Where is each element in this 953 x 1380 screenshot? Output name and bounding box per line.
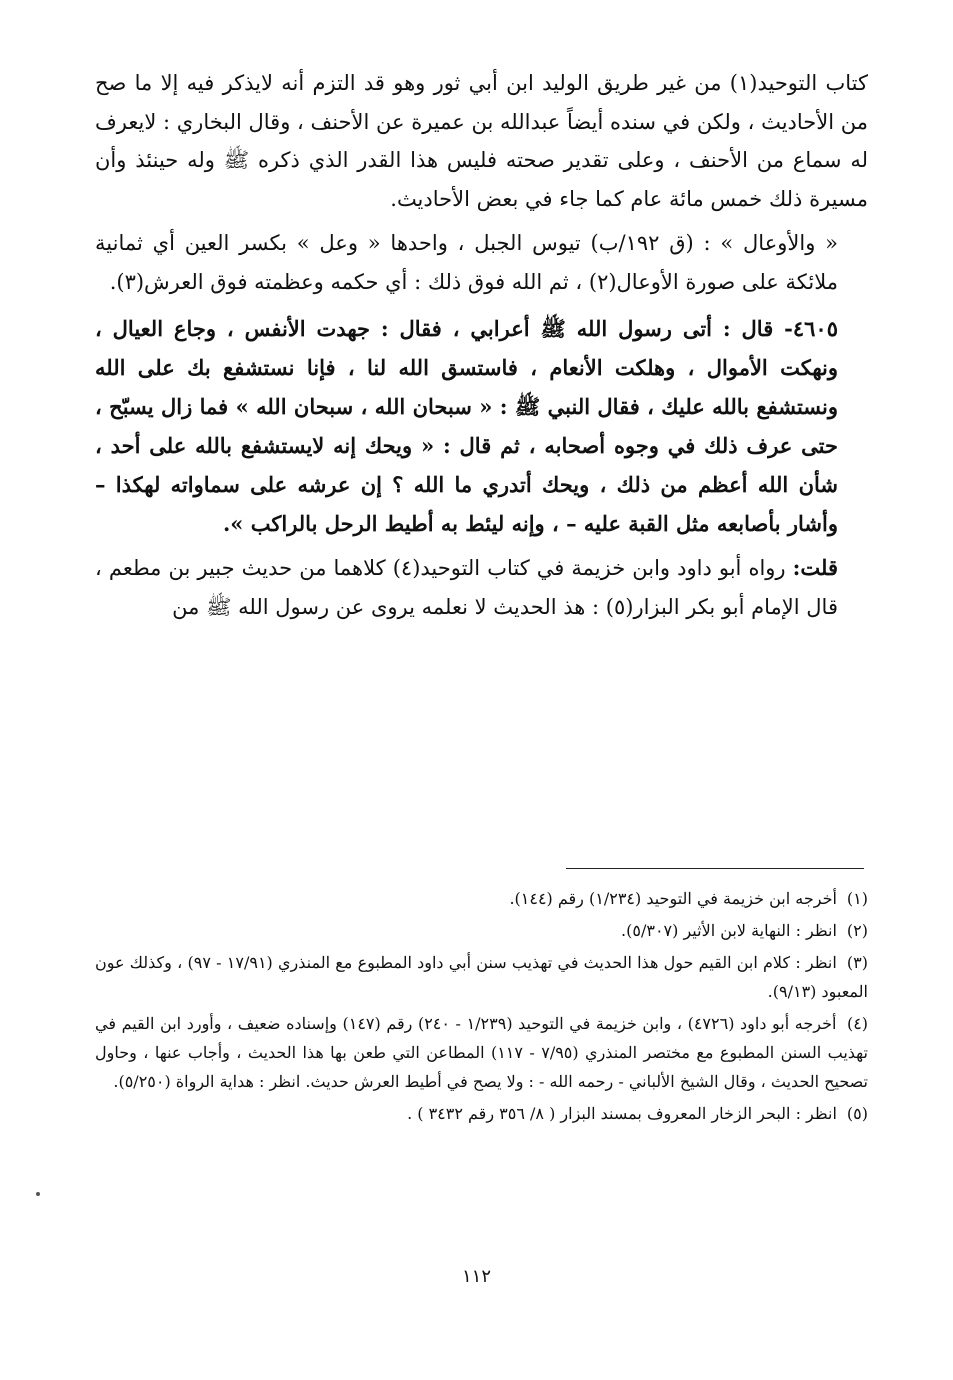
footnote-divider (566, 868, 864, 869)
footnote-3-text: انظر : كلام ابن القيم حول هذا الحديث في تهذيب سنن أبي داود المطبوع مع المنذري (١٧/٩١ - ٩٧) ، وكذلك عون المعبود (٩/١٣). (95, 953, 868, 1001)
footnote-4-number: (٤) (846, 1014, 869, 1033)
footnote-2-number: (٢) (846, 921, 868, 940)
footnote-2-text: انظر : النهاية لابن الأثير (٥/٣٠٧). (621, 921, 837, 940)
paragraph-1: كتاب التوحيد(١) من غير طريق الوليد ابن أبي ثور وهو قد التزم أنه لايذكر فيه إلا ما صح من الأحاديث ، ولكن في سنده أيضاً عبدالله بن عميرة عن الأحنف ، وقال البخاري : لايعرف له سماع من الأحنف ، وعلى تقدير صحته فليس هذا القدر الذي ذكره ﷺ وله حينئذ وأن مسيرة ذلك خمس مائة عام كما جاء في بعض الأحاديث. (95, 71, 868, 211)
footnote-5-number: (٥) (846, 1104, 868, 1123)
footnote-4 (95, 1009, 868, 1096)
page-number: ١١٢ (461, 1266, 491, 1287)
paragraph-4 (95, 549, 868, 626)
hadith-paragraph: ٤٦٠٥- قال : أتى رسول الله ﷺ أعرابي ، فقال : جهدت الأنفس ، وجاع العيال ، ونهكت الأموال ، وهلكت الأنعام ، فاستسق الله لنا ، فإنا نستشفع بك على الله ونستشفع بالله عليك ، فقال النبي ﷺ : « سبحان الله ، سبحان الله » فما زال يسبّح ، حتى عرف ذلك في وجوه أصحابه ، ثم قال : « ويحك إنه لايستشفع بالله على أحد ، شأن الله أعظم من ذلك ، ويحك أتدري ما الله ؟ إن عرشه على سماواته لهكذا – وأشار بأصابعه مثل القبة عليه – ، وإنه ليئط به أطيط الرحل بالراكب ». (95, 316, 838, 536)
scan-speck (36, 1192, 40, 1196)
main-text (95, 64, 868, 626)
footnote-5-text: انظر : البحر الزخار المعروف بمسند البزار ( ٨/ ٣٥٦ رقم ٣٤٣٢ ) . (407, 1104, 837, 1123)
paragraph-4-lead: قلت: (792, 555, 838, 580)
footnote-1 (95, 884, 868, 913)
footnote-5 (95, 1099, 868, 1128)
footnote-1-text: أخرجه ابن خزيمة في التوحيد (١/٢٣٤) رقم (١٤٤). (509, 889, 837, 908)
footnote-3-number: (٣) (846, 953, 869, 972)
footnote-3 (95, 948, 868, 1006)
paragraph-2: « والأوعال » : (ق ١٩٢/ب) تيوس الجبل ، واحدها « وعل » بكسر العين أي ثمانية ملائكة على صورة الأوعال(٢) ، ثم الله فوق ذلك : أي حكمه وعظمته فوق العرش(٣). (95, 231, 838, 294)
footnote-4-text: أخرجه أبو داود (٤٧٢٦) ، وابن خزيمة في التوحيد (١/٢٣٩ - ٢٤٠) رقم (١٤٧) وإسناده ضعيف ، وأورد ابن القيم في تهذيب السنن المطبوع مع مختصر المنذري (٧/٩٥ - ١١٧) المطاعن التي طعن بها هذا الحديث ، وأجاب عنها ، وحاول تصحيح الحديث ، وقال الشيخ الألباني - رحمه الله - : ولا يصح في أطيط العرش حديث. انظر : هداية الرواة (٥/٢٥٠). (95, 1014, 869, 1091)
footnote-1-number: (١) (846, 889, 868, 908)
paragraph-4-text: رواه أبو داود وابن خزيمة في كتاب التوحيد(٤) كلاهما من حديث جبير بن مطعم ، قال الإمام أبو بكر البزار(٥) : هذ الحديث لا نعلمه يروى عن رسول الله ﷺ من (95, 556, 838, 619)
footnote-2 (95, 916, 868, 945)
footnotes (95, 884, 868, 1131)
